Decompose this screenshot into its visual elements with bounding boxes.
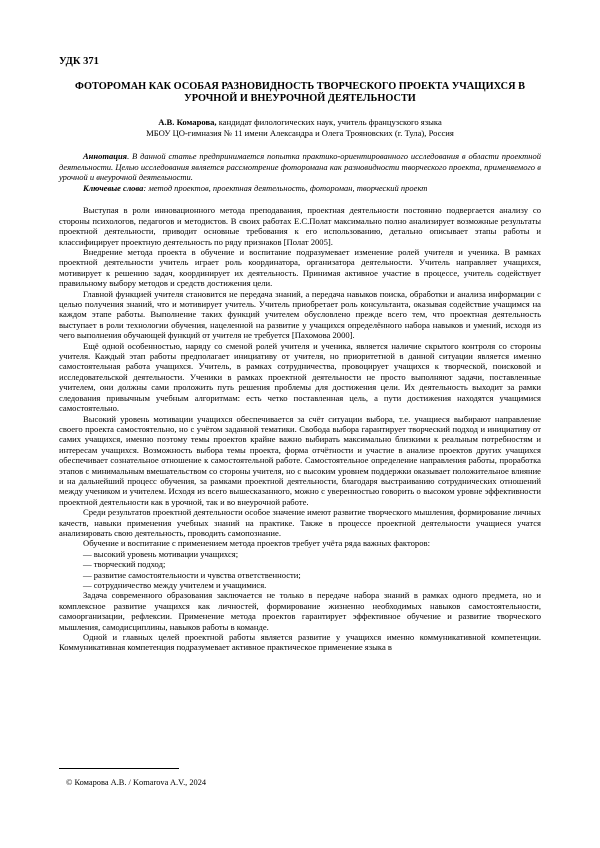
udk-code: УДК 371 xyxy=(59,56,99,67)
abstract-label: Аннотация xyxy=(83,151,128,161)
abstract-text: . В данной статье предпринимается попытка практико-ориентированного исследования в области проектной деятельности. Целью исследования является рассмотрение фоторомана как разновидности творческого проекта, применяемого в урочной и внеурочной деятельности. xyxy=(59,151,541,183)
article-title: ФОТОРОМАН КАК ОСОБАЯ РАЗНОВИДНОСТЬ ТВОРЧЕСКОГО ПРОЕКТА УЧАЩИХСЯ В УРОЧНОЙ И ВНЕУРОЧНОЙ ДЕЯТЕЛЬНОСТИ xyxy=(75,81,525,104)
copyright-footnote: © Комарова А.В. / Komarova A.V., 2024 xyxy=(66,778,207,787)
author-affiliation: МБОУ ЦО-гимназия № 11 имени Александра и Олега Трояновских (г. Тула), Россия xyxy=(146,128,454,138)
paragraph: Главной функцией учителя становится не передача знаний, а передача навыков поиска, обработки и анализа информации с целью получения знаний, что и мотивирует учитель. Учитель приобретает роль консультанта, оказывая содействие учащимся на каждом этапе работы. Выполнение таких функций учителем обусловлено прежде всего тем, что проектная деятельность выступает в роли технологии обучения, нацеленной на развитие у учащихся определённого набора навыков и умений, исходя из чего выполнения обучающей функций от учителя не требуется [Пахомова 2000]. xyxy=(59,288,541,341)
article xyxy=(59,56,541,653)
paragraph: Обучение и воспитание с применением метода проектов требует учёта ряда важных факторов: xyxy=(83,538,430,549)
paragraph: Высокий уровень мотивации учащихся обеспечивается за счёт ситуации выбора, т.е. учащиеся выбирают направление своего проекта самостоятельно, но с учётом заданной тематики. Свобода выбора гарантирует творческий подход и инициативу от самих учащихся, именно поэтому темы проектов крайне важно выбирать максимально близкими к реальным потребностям и интересам учащихся. Возможность выбора темы проекта, форма отчётности и участие в анализе проектов других учащихся обеспечивает сознательное отношение к самостоятельной работе. Самостоятельное определение направления работы, проработка этапов с минимальным вмешательством со стороны учителя, но с высоким уровнем поддержки оказывает положительное влияние и на дальнейший процесс обучения, за рамками проектной деятельности, благодаря выстраиванию сотруднических отношений между учеником и учителем. Исходя из всего вышесказанного, можно с уверенностью говорить о высоком уровне эффективности проектной деятельности как в урочной, так и во внеурочной работе. xyxy=(59,413,541,507)
paragraph: Задача современного образования заключается не только в передаче набора знаний в рамках одного предмета, но и комплексное развитие учащихся как личностей, формирование жизненно необходимых навыков самостоятельности, самоорганизации, рефлексии. Применение метода проектов гарантирует эффективное обучение и развитие творческого мышления, самодисциплины, навыков работы в команде. xyxy=(59,590,541,632)
article-body xyxy=(59,205,541,652)
footnote-divider xyxy=(59,768,179,769)
factor-list-item: — сотрудничество между учителем и учащимися. xyxy=(83,580,267,590)
paragraph: Ещё одной особенностью, наряду со сменой ролей учителя и ученика, является наличие скрытого контроля со стороны учителя. Каждый этап работы предполагает инициативу от учителя, но приоритетной в данной ситуации является именно самостоятельная работа учащихся. Учитель, в рамках сотрудничества, провоцирует учащихся к творческой, поисковой и исследовательской деятельности. Ученики в рамках проектной деятельности не просто выполняют задачи, поставленные учителем, они должны сами проложить путь решения проблемы для достижения цели. Их деятельность выходит за рамки следования привычным учебным алгоритмам: есть четко поставленная цель, а пути достижения находятся учащимися самостоятельно. xyxy=(59,340,541,414)
factor-list-item: — высокий уровень мотивации учащихся; xyxy=(83,548,239,559)
author-position: кандидат филологических наук, учитель французского языка xyxy=(216,117,442,127)
paragraph: Выступая в роли инновационного метода преподавания, проектная деятельности постоянно подвергается анализу со стороны психологов, педагогов и методистов. В своих работах Е.С.Полат максимально полно анализирует возможные результаты проектной деятельности, приводит основные требования к его использованию, детально описывает этапы работы и классифицирует проектную деятельность по ряду признаков [Полат 2005]. xyxy=(59,205,541,247)
keywords-label: Ключевые слова xyxy=(83,182,144,193)
keywords-text: : метод проектов, проектная деятельность, фотороман, творческий проект xyxy=(143,182,428,193)
factor-list-item: — развитие самостоятельности и чувства ответственности; xyxy=(83,569,301,580)
factor-list-item: — творческий подход; xyxy=(83,559,166,570)
paragraph: Среди результатов проектной деятельности особое значение имеют развитие творческого мышления, формирование личных качеств, навыки применения учебных знаний на практике. Также в процессе проектной деятельности учащиеся учатся анализировать свою деятельность, проводить самопознание. xyxy=(59,507,541,538)
paragraph: Внедрение метода проекта в обучение и воспитание подразумевает изменение ролей учителя и ученика. В рамках проектной деятельности учитель играет роль координатора, организатора деятельности. Учитель направляет учащихся, мотивирует к решению задач, координирует их деятельность. Принимая активное участие в процессе, учитель содействует правильному выбору методов и средств достижения цели. xyxy=(59,247,541,289)
paragraph: Одной и главных целей проектной работы является развитие у учащихся именно коммуникативной компетенции. Коммуникативная компетенция подразумевает активное практическое применение языка в xyxy=(59,632,541,653)
keywords xyxy=(59,183,541,194)
author-line xyxy=(59,117,541,128)
author-block xyxy=(59,117,541,139)
author-name: А.В. Комарова, xyxy=(158,117,217,127)
abstract xyxy=(59,151,541,183)
